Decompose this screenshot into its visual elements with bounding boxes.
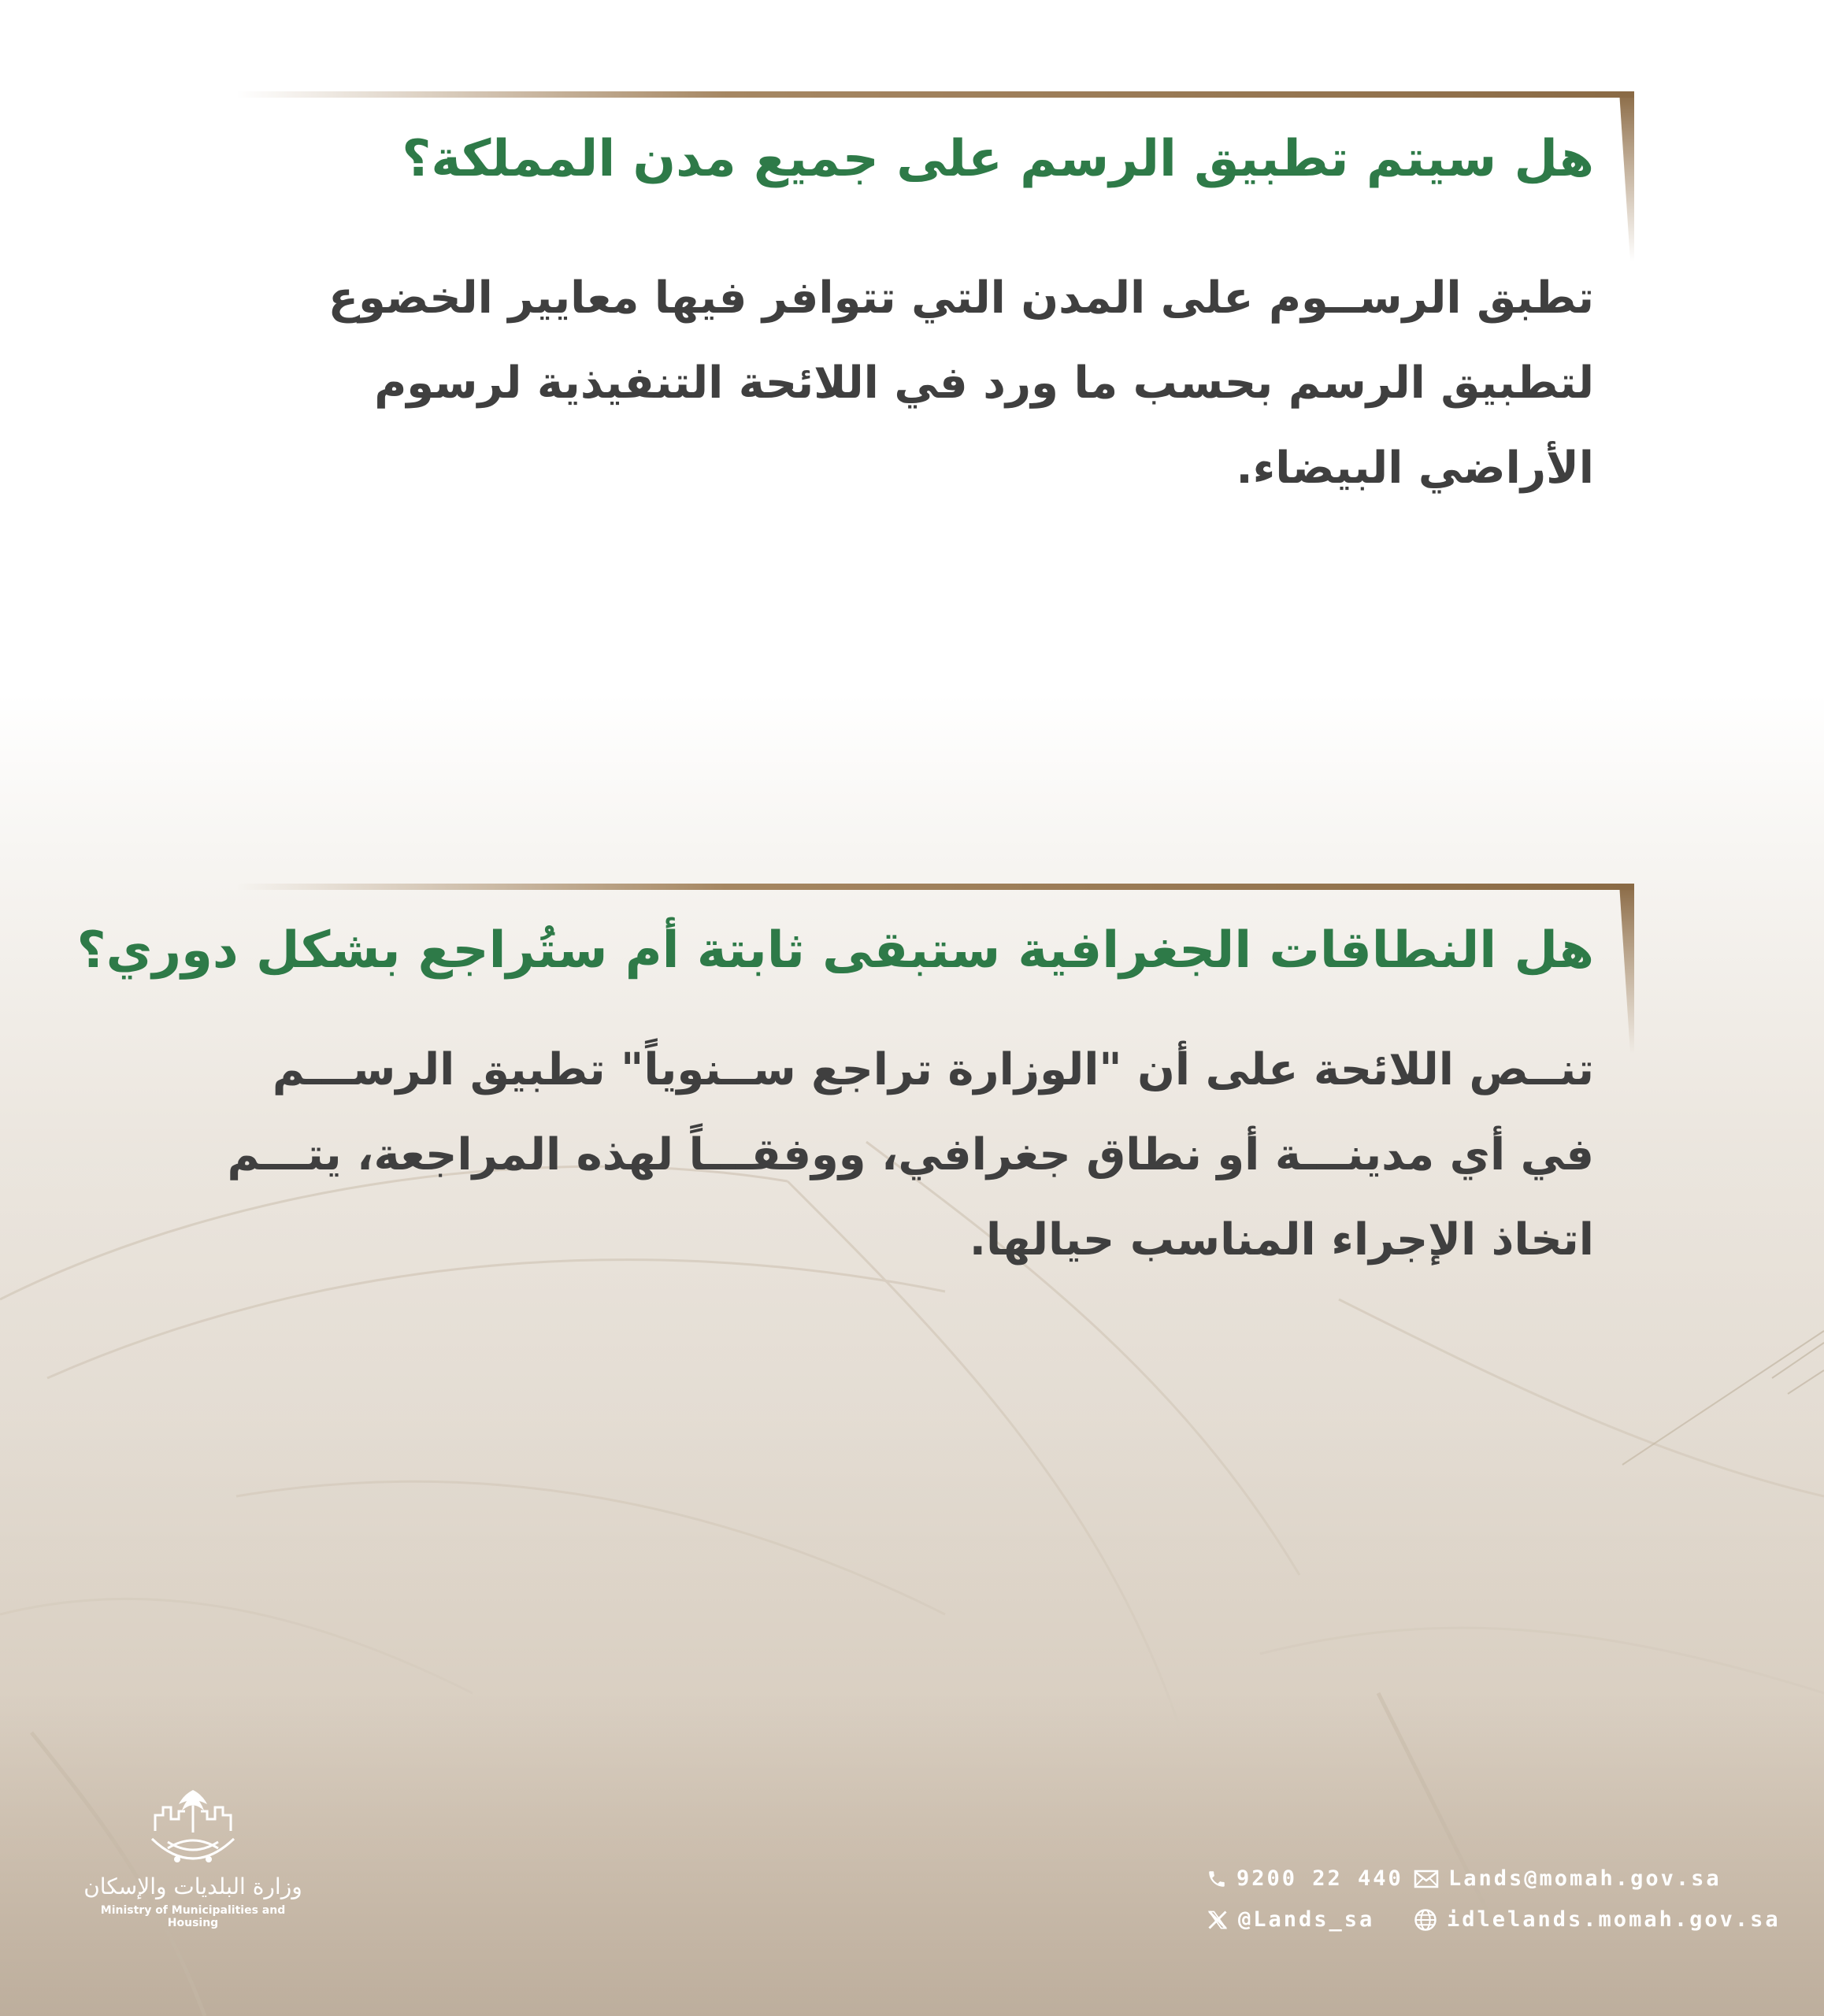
ministry-name-arabic: وزارة البلديات والإسكان [83,1873,302,1899]
contact-website[interactable] [1414,1907,1781,1932]
contact-twitter[interactable] [1207,1907,1374,1932]
contact-email[interactable] [1414,1866,1722,1891]
phone-number: 9200 22 440 [1236,1866,1403,1891]
twitter-handle: @Lands_sa [1238,1907,1375,1932]
question-2-title: هل النطاقات الجغرافية ستبقى ثابتة أم ستُراجع بشكل دوري؟ [76,921,1594,980]
ministry-emblem-icon [144,1784,242,1870]
website-url: idlelands.momah.gov.sa [1447,1907,1781,1932]
x-logo-icon [1207,1909,1229,1931]
contact-phone[interactable] [1207,1866,1403,1891]
ministry-name-english: Ministry of Municipalities and Housing [100,1904,286,1929]
question-1-title: هل سيتم تطبيق الرسم على جميع مدن المملكة؟ [402,130,1594,188]
question-1-answer: تطبق الرســوم على المدن التي تتوافر فيها معايير الخضوع لتطبيق الرسم بحسب ما ورد في اللائحة التنفيذية لرسوم الأراضي البيضاء. [328,272,1594,494]
ministry-logo [75,1784,311,1929]
phone-icon [1207,1869,1227,1889]
question-2-answer: تنــص اللائحة على أن "الوزارة تراجع ســنوياً" تطبيق الرســـم في أي مدينـــة أو نطاق جغرافي، ووفقـــاً لهذه المراجعة، يتـــم اتخاذ الإجراء المناسب حيالها. [227,1044,1594,1266]
email-icon [1414,1870,1439,1888]
globe-icon [1414,1908,1437,1932]
email-address: Lands@momah.gov.sa [1448,1866,1722,1891]
